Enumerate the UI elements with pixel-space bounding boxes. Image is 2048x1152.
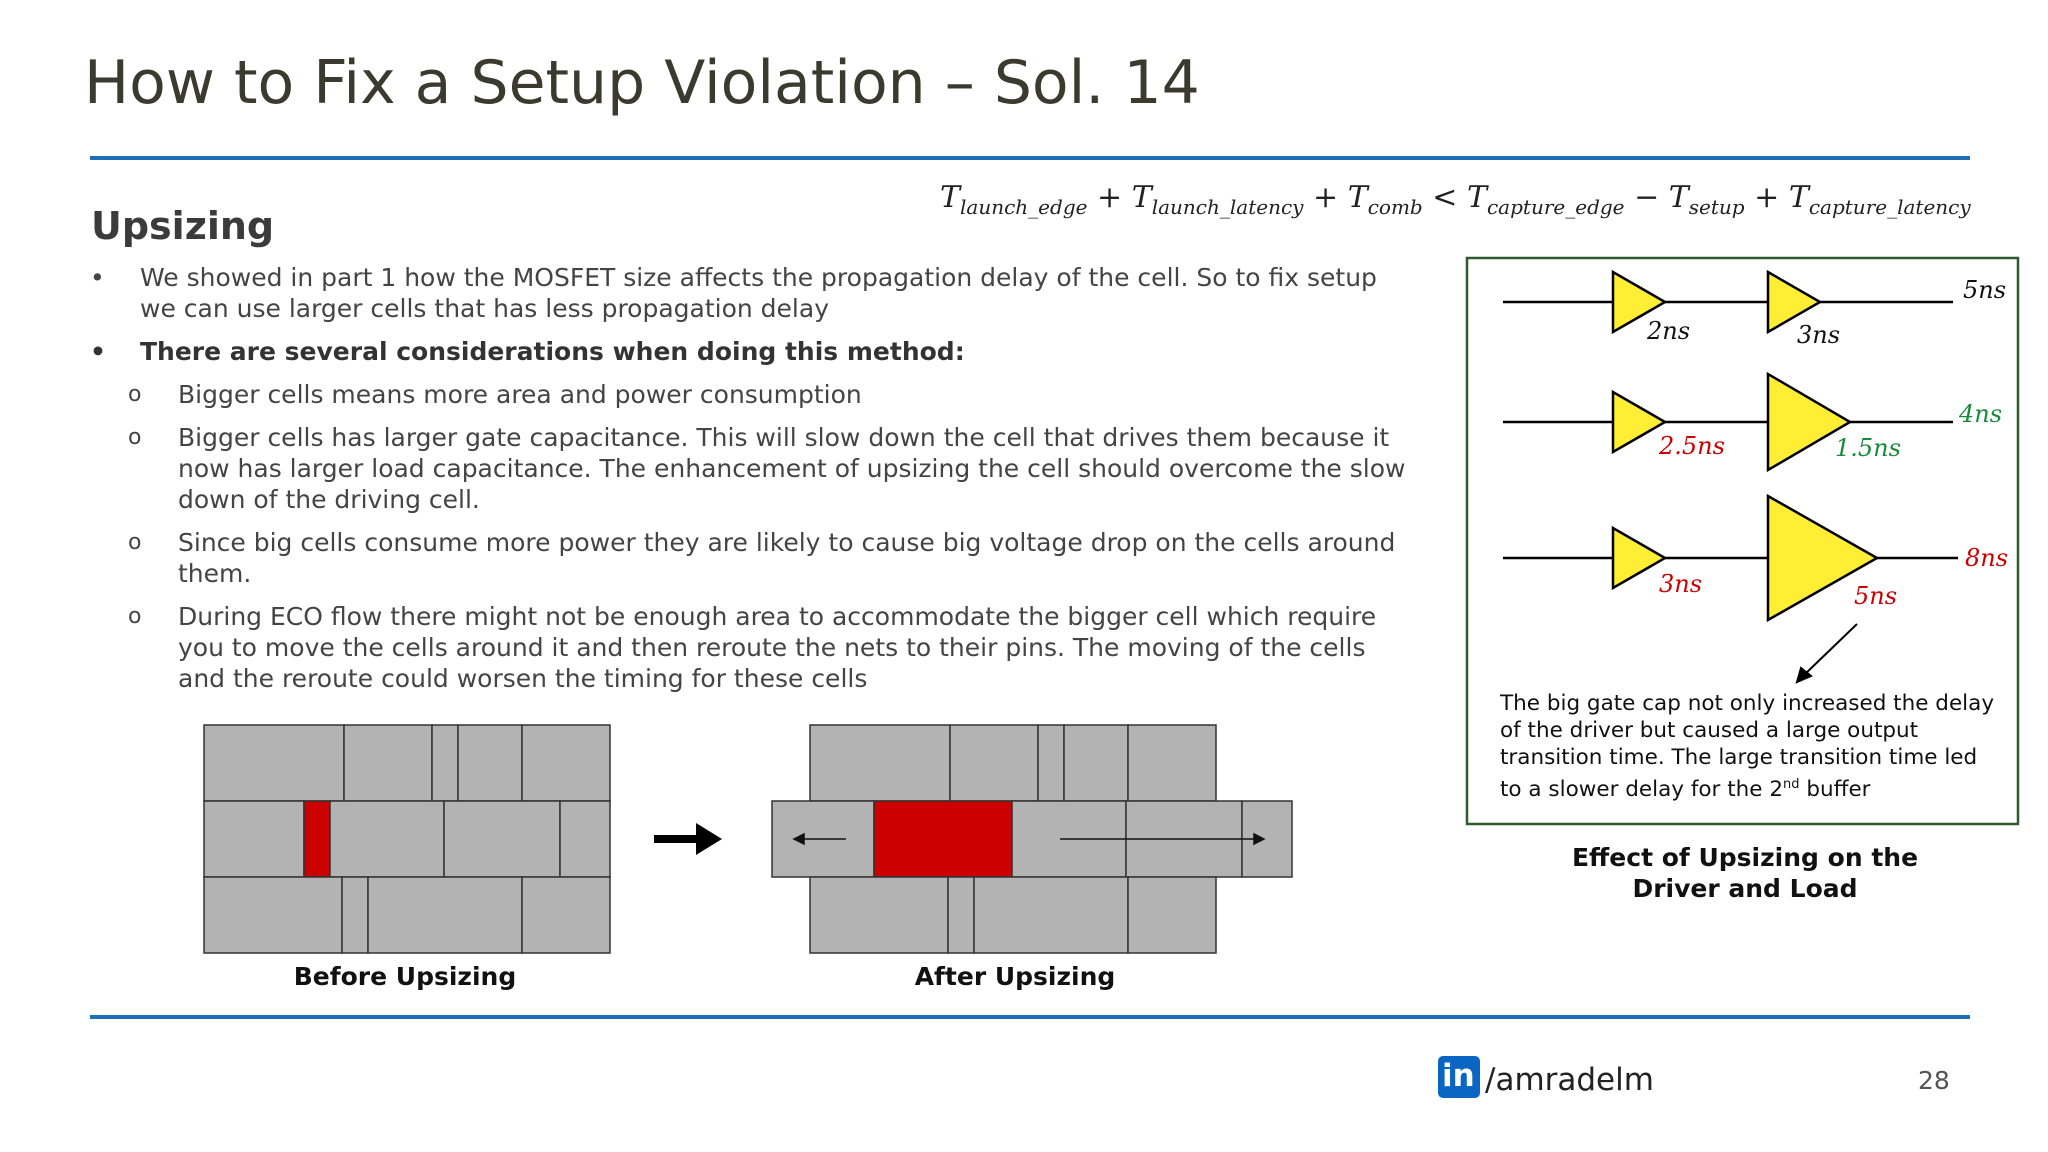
diagram-caption: Effect of Upsizing on the Driver and Load bbox=[1571, 843, 1919, 903]
formula-subscript: launch_latency bbox=[1151, 195, 1304, 219]
sub-bullet-marker: o bbox=[128, 382, 142, 407]
std-cell bbox=[810, 877, 948, 953]
transition-arrow-icon bbox=[654, 823, 722, 855]
sub-bullet-item bbox=[90, 527, 1410, 589]
sub-bullet-item bbox=[90, 422, 1410, 515]
sub-bullet-text: During ECO flow there might not be enough area to accommodate the bigger cell which require you to move the cells around it and then reroute the nets to their pins. The moving of the cells and the reroute could worsen the timing for these cells bbox=[178, 602, 1377, 693]
sub-bullet-marker: o bbox=[128, 604, 142, 629]
formula-operator: + bbox=[1754, 180, 1780, 215]
note-text-end: buffer bbox=[1799, 777, 1871, 803]
bullet-marker: • bbox=[90, 337, 106, 366]
callout-arrow-icon bbox=[1797, 624, 1857, 682]
top-divider bbox=[90, 156, 1970, 160]
formula-operator: < bbox=[1432, 180, 1458, 215]
bullet-item bbox=[90, 336, 1410, 367]
std-cell bbox=[204, 725, 344, 801]
formula-subscript: capture_edge bbox=[1486, 195, 1625, 219]
formula-term: T bbox=[1466, 180, 1487, 215]
formula-subscript: launch_edge bbox=[960, 195, 1088, 219]
sub-bullet-text: Bigger cells means more area and power consumption bbox=[178, 380, 862, 409]
std-cell bbox=[950, 725, 1038, 801]
driver-cell-upsized bbox=[874, 801, 1012, 877]
sub-bullet-marker: o bbox=[128, 425, 142, 450]
formula-term: T bbox=[940, 180, 961, 215]
section-heading: Upsizing bbox=[91, 204, 275, 248]
std-cell bbox=[204, 877, 342, 953]
formula-term: T bbox=[1788, 180, 1809, 215]
std-cell bbox=[444, 801, 560, 877]
bullet-text: There are several considerations when doing this method: bbox=[140, 337, 965, 366]
total-delay-label: 8ns bbox=[1965, 544, 2009, 572]
note-text: The big gate cap not only increased the delay of the driver but caused a large output transition time. The large transition time led to a slower delay for the 2 bbox=[1500, 691, 1995, 803]
buffer-icon bbox=[1613, 528, 1665, 588]
std-cell bbox=[810, 725, 950, 801]
sub-bullet-text: Since big cells consume more power they are likely to cause big voltage drop on the cells around them. bbox=[178, 528, 1396, 588]
std-cell bbox=[458, 725, 522, 801]
std-cell bbox=[948, 877, 974, 953]
formula-term: T bbox=[1131, 180, 1152, 215]
page-number: 28 bbox=[1918, 1066, 1950, 1095]
delay-label: 2ns bbox=[1647, 317, 1691, 345]
bullet-list bbox=[90, 262, 1410, 706]
std-cell bbox=[330, 801, 444, 877]
std-cell bbox=[344, 725, 432, 801]
diagram-note bbox=[1500, 690, 2000, 803]
linkedin-logo-text: in bbox=[1442, 1058, 1475, 1094]
std-cell bbox=[204, 801, 304, 877]
delay-label: 5ns bbox=[1854, 582, 1898, 610]
formula-subscript: setup bbox=[1688, 195, 1745, 219]
driver-cell-small bbox=[304, 801, 330, 877]
std-cell bbox=[522, 725, 610, 801]
delay-label: 3ns bbox=[1797, 321, 1841, 349]
sub-bullet-marker: o bbox=[128, 530, 142, 555]
std-cell bbox=[974, 877, 1128, 953]
formula-term: T bbox=[1668, 180, 1689, 215]
note-superscript: nd bbox=[1783, 777, 1800, 792]
formula-operator: + bbox=[1313, 180, 1339, 215]
std-cell bbox=[1128, 877, 1216, 953]
setup-formula bbox=[940, 180, 1971, 219]
std-cell bbox=[1038, 725, 1064, 801]
std-cell bbox=[560, 801, 610, 877]
std-cell bbox=[1064, 725, 1128, 801]
before-placement-grid bbox=[204, 725, 610, 953]
std-cell bbox=[432, 725, 458, 801]
formula-operator: + bbox=[1097, 180, 1123, 215]
delay-label: 1.5ns bbox=[1835, 434, 1901, 462]
total-delay-label: 4ns bbox=[1959, 400, 2003, 428]
formula-term: T bbox=[1347, 180, 1368, 215]
after-caption: After Upsizing bbox=[914, 962, 1116, 991]
before-caption: Before Upsizing bbox=[293, 962, 517, 991]
std-cell bbox=[522, 877, 610, 953]
bullet-marker: • bbox=[90, 263, 105, 292]
formula-subscript: capture_latency bbox=[1808, 195, 1971, 219]
total-delay-label: 5ns bbox=[1963, 276, 2007, 304]
delay-label: 3ns bbox=[1659, 570, 1703, 598]
sub-bullet-item bbox=[90, 601, 1410, 694]
std-cell bbox=[368, 877, 522, 953]
std-cell bbox=[1128, 725, 1216, 801]
linkedin-handle[interactable]: /amradelm bbox=[1485, 1062, 1654, 1098]
std-cell bbox=[342, 877, 368, 953]
buffer-icon bbox=[1613, 392, 1665, 452]
delay-label: 2.5ns bbox=[1659, 432, 1725, 460]
bullet-text: We showed in part 1 how the MOSFET size affects the propagation delay of the cell. So to fix setup we can use larger cells that has less propagation delay bbox=[140, 263, 1377, 323]
sub-bullet-text: Bigger cells has larger gate capacitance. This will slow down the cell that drives them because it now has larger load capacitance. The enhancement of upsizing the cell should overcome the slow down of the driving cell. bbox=[178, 423, 1406, 514]
placement-illustration bbox=[190, 715, 1310, 965]
bottom-divider bbox=[90, 1015, 1970, 1019]
formula-operator: − bbox=[1634, 180, 1660, 215]
slide-title: How to Fix a Setup Violation – Sol. 14 bbox=[84, 48, 1200, 118]
sub-bullet-item bbox=[90, 379, 1410, 410]
linkedin-icon[interactable] bbox=[1438, 1056, 1480, 1098]
bullet-item bbox=[90, 262, 1410, 324]
formula-subscript: comb bbox=[1367, 195, 1423, 219]
